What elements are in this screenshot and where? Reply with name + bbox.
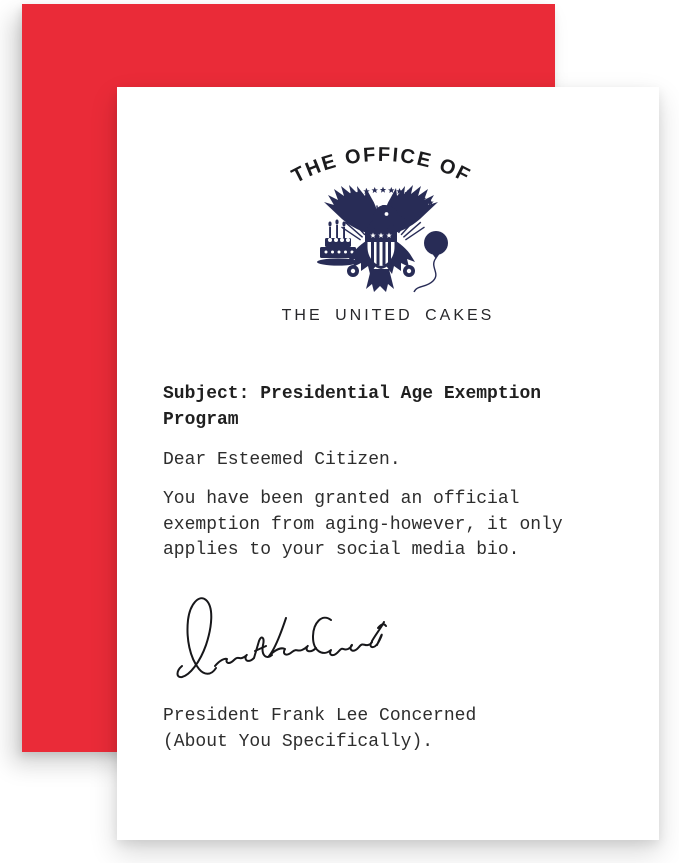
signoff-line-1: President Frank Lee Concerned (163, 706, 477, 726)
greeting-card (117, 87, 659, 840)
signature-scribble (173, 592, 388, 684)
seal-org-name: THE UNITED CAKES (281, 307, 495, 324)
body-line-3: applies to your social media bio. (163, 540, 520, 560)
signoff (163, 704, 476, 755)
subject-line-1: Subject: Presidential Age Exemption (163, 384, 542, 404)
seal-arc-title: THE OFFICE OF (288, 143, 475, 188)
subject-line (163, 382, 541, 433)
salutation: Dear Esteemed Citizen. (163, 450, 401, 470)
letter-body (163, 487, 563, 564)
body-line-2: exemption from aging-however, it only (163, 514, 563, 535)
signoff-line-2: (About You Specifically). (163, 731, 434, 752)
subject-line-2: Program (163, 409, 239, 430)
balloon-icon (414, 231, 448, 292)
body-line-1: You have been granted an official (163, 489, 520, 509)
presidential-seal-icon (203, 135, 563, 305)
